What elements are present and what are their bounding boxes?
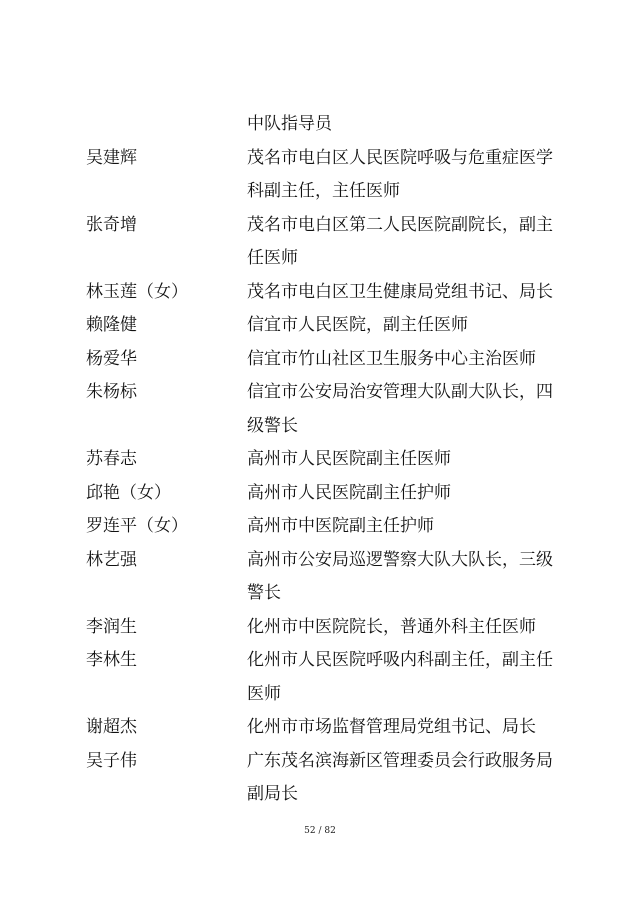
person-name: 谢超杰 bbox=[86, 717, 137, 737]
position-description: 化州市人民医院呼吸内科副主任，副主任 bbox=[247, 650, 553, 670]
list-item-line bbox=[0, 644, 640, 678]
list-item bbox=[0, 544, 640, 611]
position-description: 级警长 bbox=[247, 415, 298, 436]
list-item bbox=[0, 309, 640, 343]
list-item bbox=[0, 510, 640, 544]
list-item-line bbox=[0, 175, 640, 209]
list-item-line bbox=[0, 711, 640, 745]
position-description: 任医师 bbox=[247, 248, 298, 268]
list-item-line bbox=[0, 142, 640, 176]
list-item-line bbox=[0, 276, 640, 310]
position-description: 化州市中医院院长，普通外科主任医师 bbox=[247, 616, 536, 637]
list-item-line bbox=[0, 376, 640, 410]
list-item-line bbox=[0, 611, 640, 645]
list-item-line bbox=[0, 410, 640, 444]
position-description: 警长 bbox=[247, 583, 281, 603]
list-item bbox=[0, 276, 640, 310]
list-item bbox=[0, 644, 640, 711]
list-item bbox=[0, 108, 640, 142]
list-item-line bbox=[0, 108, 640, 142]
position-description: 信宜市人民医院，副主任医师 bbox=[247, 315, 468, 335]
position-description: 茂名市电白区卫生健康局党组书记、局长 bbox=[247, 281, 553, 302]
person-name: 李润生 bbox=[86, 616, 137, 637]
list-item-line bbox=[0, 745, 640, 779]
list-item-line bbox=[0, 242, 640, 276]
position-description: 信宜市竹山社区卫生服务中心主治医师 bbox=[247, 348, 536, 369]
person-name: 苏春志 bbox=[86, 449, 137, 469]
list-item-line bbox=[0, 678, 640, 712]
position-description: 中队指导员 bbox=[247, 114, 332, 134]
position-description: 化州市市场监督管理局党组书记、局长 bbox=[247, 717, 536, 737]
list-item bbox=[0, 142, 640, 209]
person-name: 林艺强 bbox=[86, 549, 137, 570]
list-item-line bbox=[0, 510, 640, 544]
list-item bbox=[0, 745, 640, 812]
position-description: 医师 bbox=[247, 683, 281, 704]
list-item bbox=[0, 477, 640, 511]
list-item-line bbox=[0, 309, 640, 343]
list-item bbox=[0, 209, 640, 276]
list-item bbox=[0, 343, 640, 377]
person-name: 李林生 bbox=[86, 650, 137, 670]
list-item-line bbox=[0, 209, 640, 243]
position-description: 高州市中医院副主任护师 bbox=[247, 516, 434, 536]
list-item-line bbox=[0, 443, 640, 477]
person-name: 朱杨标 bbox=[86, 382, 137, 402]
person-name: 罗连平（女） bbox=[86, 516, 188, 536]
list-item bbox=[0, 611, 640, 645]
list-item-line bbox=[0, 343, 640, 377]
position-description: 茂名市电白区第二人民医院副院长，副主 bbox=[247, 214, 553, 235]
position-description: 科副主任，主任医师 bbox=[247, 181, 400, 201]
list-item-line bbox=[0, 778, 640, 812]
position-description: 高州市公安局巡逻警察大队大队长，三级 bbox=[247, 549, 553, 570]
list-item-line bbox=[0, 477, 640, 511]
person-name: 张奇增 bbox=[86, 214, 137, 235]
list-item-line bbox=[0, 544, 640, 578]
person-name: 杨爱华 bbox=[86, 348, 137, 369]
list-item-line bbox=[0, 577, 640, 611]
person-name: 赖隆健 bbox=[86, 315, 137, 335]
list-item bbox=[0, 376, 640, 443]
position-description: 高州市人民医院副主任护师 bbox=[247, 482, 451, 503]
person-name: 林玉莲（女） bbox=[86, 281, 188, 302]
list-item bbox=[0, 711, 640, 745]
position-description: 广东茂名滨海新区管理委员会行政服务局 bbox=[247, 750, 553, 771]
position-description: 高州市人民医院副主任医师 bbox=[247, 449, 451, 469]
list-item bbox=[0, 443, 640, 477]
position-description: 信宜市公安局治安管理大队副大队长，四 bbox=[247, 382, 553, 402]
page-number: 52 / 82 bbox=[304, 826, 336, 836]
person-name: 吴子伟 bbox=[86, 750, 137, 771]
position-description: 副局长 bbox=[247, 784, 298, 804]
person-name: 吴建辉 bbox=[86, 147, 137, 168]
personnel-list bbox=[0, 108, 640, 812]
person-name: 邱艳（女） bbox=[86, 482, 171, 503]
position-description: 茂名市电白区人民医院呼吸与危重症医学 bbox=[247, 147, 553, 168]
